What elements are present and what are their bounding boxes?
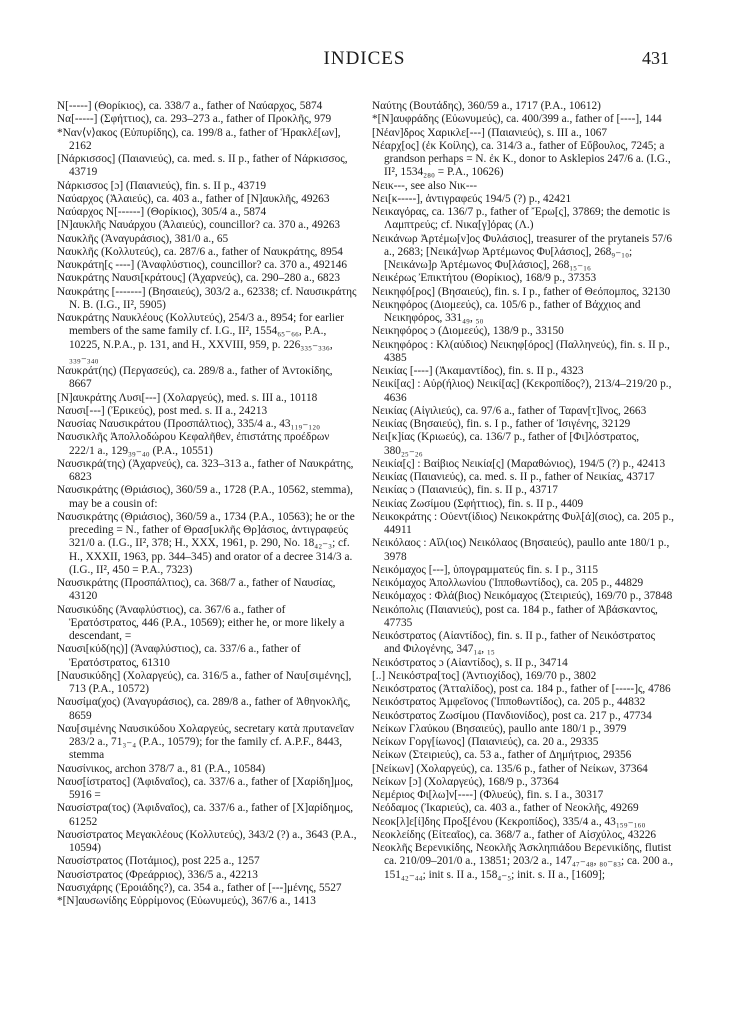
index-entry: Νεικοκράτης : Οὐεντ(ίδιος) Νεικοκράτης Φυλ[ά](σιος), ca. 205 p., 44911 [372, 510, 674, 536]
index-entry: Νεικέρως Ἐπικτήτου (Θορίκιος), 168/9 p., 37353 [372, 272, 597, 285]
index-entry: Νεικίας (Αἰγιλιεύς), ca. 97/6 a., father of Ταραν[τ]ῖνος, 2663 [372, 404, 647, 417]
index-entry: Νεικόμαχος : Φλά(βιος) Νεικόμαχος (Στειριεύς), 169/70 p., 37848 [372, 590, 673, 603]
index-entry: Νεμέριος Φι[λω]ν[----] (Φλυεύς), fin. s. I a., 30317 [372, 789, 604, 801]
index-entry: Ναυσιχάρης (Ἐροιάδης?), ca. 354 a., father of [---]μένης, 5527 [57, 881, 342, 894]
index-entry: Νείκων Γλαύκου (Βησαιεύς), paullo ante 180/1 p., 3979 [372, 722, 627, 735]
index-entry: Νεικόπολις (Παιανιεύς), post ca. 184 p., father of Ἀβάσκαντος, 47735 [372, 603, 658, 629]
index-entry: Νεικ---, see also Νικ--- [372, 179, 478, 192]
index-entry: Νεικαγόρας, ca. 136/7 p., father of Ἔρω[ς], 37869; the demotic is Λαμπτρεύς; cf. Νικα[γ]όρας (Λ.) [372, 206, 671, 232]
index-entry: *[N]αυσωνίδης Εὐρρίμονος (Εὐωνυμεύς), 367/6 a., 1413 [57, 895, 316, 907]
index-entry: [N]αυκλῆς Ναυάρχου (Ἁλαιεύς), councillor? ca. 370 a., 49263 [57, 219, 341, 232]
index-entry: Νεικηφόρος : Κλ(αύδιος) Νεικηφ[όρος] (Παλληνεύς), fin. s. II p., 4385 [372, 338, 670, 364]
index-entry: Ναυκράτης Ναυσι[κράτους] (Ἀχαρνεύς), ca. 290–280 a., 6823 [57, 272, 341, 285]
index-entry: Νέαρχ[ος] (ἐκ Κοίλης), ca. 314/3 a., father of Εὔβουλος, 7245; a grandson perhaps = N. ἐκ K., donor to Asklepios 247/6 a. (I.G., II², 1534₂₈₀ = P.A., 10626) [372, 139, 671, 179]
index-entry: Ναυσίας Ναυσικράτου (Προσπάλτιος), 335/4 a., 43₁₁₉₋₁₂₀ [57, 418, 321, 430]
index-entry: [..] Νεικόστρα[τος] (Ἀντιοχίδος), 169/70 p., 3802 [372, 669, 597, 682]
index-entry: Νεικόστρατος ɔ (Αἰαντίδος), s. II p., 34714 [372, 656, 568, 669]
index-entry: Ναυσίνικος, archon 378/7 a., 81 (P.A., 10584) [57, 762, 266, 775]
index-entry: Νάρκισσος [ɔ] (Παιανιεύς), fin. s. II p., 43719 [57, 179, 267, 192]
index-entry: Νεικίας ɔ (Παιανιεύς), fin. s. II p., 43717 [372, 484, 558, 497]
index-entry: Νεικάνωρ Ἀρτέμω[ν]ος Φυλάσιος], treasurer of the prytaneis 57/6 a., 2683; [Νεικά]νωρ Ἀρτέμωνος Φυ[λάσιος], 268₉₋₁₀; [Νεικάνω]ρ Ἀρτέμωνος Φυ[λάσιος], 268₁₅₋₁₆ [372, 232, 673, 271]
index-entry: Νεικίας Ζωσίμου (Σφήττιος), fin. s. II p., 4409 [372, 497, 584, 510]
index-entry: Νεοκ[λ]ε[ί]δης Προξ[ένου (Κεκροπίδος), 335/4 a., 43₁₅₉₋₁₆₀ [372, 815, 646, 828]
index-entry: [N]αυκράτης Λυσι[---] (Χολαργεύς), med. s. III a., 10118 [57, 391, 318, 404]
index-entry: Ναυσικλῆς Ἀπολλοδώρου Κεφαλῆθεν, ἐπιστάτης προέδρων 222/1 a., 129₃₉₋₄₀ (P.A., 10551) [57, 431, 330, 457]
index-entry: Ναυκράτη[ς ----] (Ἀναφλύστιος), councillor? ca. 370 a., 492146 [57, 259, 348, 271]
index-entry: Νείκων (Στειριεύς), ca. 53 a., father of Δημήτριος, 29356 [372, 749, 632, 762]
index-entry: Ναυσίστρα(τος) (Ἀφιδναῖος), ca. 337/6 a., father of [Χ]αρίδημος, 61252 [57, 802, 354, 828]
index-entry: Ναυσικύδης (Ἀναφλύστιος), ca. 367/6 a., father of Ἐρατόστρατος, 446 (P.A., 10569); either he, or more likely a descendant, = [57, 603, 345, 642]
index-entry: Νεικόστρατος Ἀμφεῖονος (Ἱπποθωντίδος), ca. 205 p., 44832 [372, 696, 646, 709]
index-entry: Νεικόστρατος (Αἰαντίδος), fin. s. II p., father of Νεικόστρατος and Φιλογένης, 347₁₄, ₁₅ [372, 630, 656, 656]
index-entry: Νεικία[ς] : Βαίβιος Νεικία[ς] (Μαραθώνιος), 194/5 (?) p., 42413 [372, 457, 666, 470]
index-entry: Ναυσ[ίστρατος] (Ἀφιδναῖος), ca. 337/6 a., father of [Χαρίδη]μος, 5916 = [57, 775, 354, 801]
index-entry: [Νέαν]δρος Χαρικλε[---] (Παιανιεύς), s. III a., 1067 [372, 126, 608, 139]
index-entry: Νει[κ-----], ἀντιγραφεύς 194/5 (?) p., 42421 [372, 192, 572, 205]
index-entry: Νείκων [ɔ] (Χολαργεύς), 168/9 p., 37364 [372, 775, 559, 788]
index-entry: Νεικόμαχος Ἀπολλωνίου (Ἱπποθωντίδος), ca. 205 p., 44829 [372, 577, 644, 589]
index-entry: Νεοκλείδης (Εἰτεαῖος), ca. 368/7 a., father of Αἰσχύλος, 43226 [372, 828, 657, 841]
index-entry: [Ναυσικύδης] (Χολαργεύς), ca. 316/5 a., father of Ναυ[σιμένης], 713 (P.A., 10572) [57, 669, 352, 695]
running-title: INDICES [323, 48, 406, 69]
index-entry: Νεοκλῆς Βερενικίδης, Νεοκλῆς Ἀσκληπιάδου Βερενικίδης, flutist ca. 210/09–201/0 a., 13851; 203/2 a., 147₄₇₋₄₈, ₈₀₋₈₃; ca. 200 a., 151₄₂₋₄₄; init s. II a., 158₄₋₅; init. s. II a., [1609]; [372, 842, 674, 881]
index-entry: Νεικίας [----] (Ἀκαμαντίδος), fin. s. II p., 4323 [372, 365, 584, 377]
right-column [372, 100, 674, 882]
index-entry: Νεικηφόρος (Διομεεύς), ca. 105/6 p., father of Βάχχιος and Νεικηφόρος, 331₄₉, ₅₀ [372, 298, 641, 324]
page-number: 431 [642, 48, 669, 68]
index-entry: Ναυσίστρατος (Ποτάμιος), post 225 a., 1257 [57, 855, 260, 868]
index-entry: Ναυκλῆς (Κολλυτεύς), ca. 287/6 a., father of Ναυκράτης, 8954 [57, 245, 343, 258]
index-entry: Ναυσίστρατος (Φρεάρριος), 336/5 a., 42213 [57, 868, 258, 881]
index-entry: Ναυ[σιμένης Ναυσικύδου Χολαργεύς, secretary κατὰ πρυτανεῖαν 283/2 a., 71₃₋₄ (P.A., 10579); for the family cf. A.P.F., 8443, stemma [57, 722, 354, 762]
index-entry: Ναύαρχος (Ἁλαιεύς), ca. 403 a., father of [N]αυκλῆς, 49263 [57, 192, 330, 205]
index-entry: Νείκων Γοργ[ίωνος] (Παιανιεύς), ca. 20 a., 29335 [372, 736, 599, 748]
index-entry: Νεικόλαος : Αἴλ(ιος) Νεικόλαος (Βησαιεύς), paullo ante 180/1 p., 3978 [372, 537, 670, 563]
index-entry: Νεόδαμος (Ἰκαριεύς), ca. 403 a., father of Νεοκλῆς, 49269 [372, 802, 639, 815]
index-entry: Ναυσικράτης (Προσπάλτιος), ca. 368/7 a., father of Ναυσίας, 43120 [57, 577, 336, 603]
index-entry: Ναυσι[---] (Ἐρικεύς), post med. s. II a., 24213 [57, 404, 268, 417]
index-entry: Ναύαρχος N[------] (Θορίκιος), 305/4 a., 5874 [57, 206, 267, 218]
page-header [60, 48, 669, 76]
index-entry: Νεικόστρατος Ζωσίμου (Πανδιονίδος), post ca. 217 p., 47734 [372, 709, 652, 722]
index-entry: [Νάρκισσος] (Παιανιεύς), ca. med. s. II p., father of Νάρκισσος, 43719 [57, 153, 348, 179]
index-entry: Ναύτης (Βουτάδης), 360/59 a., 1717 (P.A., 10612) [372, 100, 601, 112]
index-entry: Ναυσικράτης (Θριάσιος), 360/59 a., 1728 (P.A., 10562, stemma), may be a cousin of: [57, 484, 353, 510]
index-entry: Νεικίας (Βησαιεύς), fin. s. I p., father of Ἰσιγένης, 32129 [372, 418, 631, 430]
index-entry: Ναυκράτης [-------] (Βησαιεύς), 303/2 a., 62338; cf. Ναυσικράτης N. B. (I.G., II², 5905) [57, 285, 357, 311]
index-entry: Ναυκλῆς (Ἀναγυράσιος), 381/0 a., 65 [57, 232, 229, 245]
index-entry: Ναυκράτης Ναυκλέους (Κολλυτεύς), 254/3 a., 8954; for earlier members of the same family cf. I.G., II², 1554₆₅₋₆₆, P.A., 10225, N.P.A., p. 131, and H., XXVIII, 959, p. 226₃₃₅₋₃₃₆, ₃₃₉₋₃₄₀ [57, 312, 344, 364]
left-column [57, 100, 357, 908]
index-entry: Να[-----] (Σφήττιος), ca. 293–273 a., father of Προκλῆς, 979 [57, 113, 332, 126]
index-entry: Νεικόστρατος (Ἀτταλίδος), post ca. 184 p., father of [-----]ς, 4786 [372, 683, 671, 695]
index-entry: N[-----] (Θορίκιος), ca. 338/7 a., father of Ναύαρχος, 5874 [57, 100, 323, 112]
index-entry: *Ναν⟨ν⟩ακος (Εὐπυρίδης), ca. 199/8 a., father of Ἡρακλέ[ων], 2162 [57, 126, 341, 152]
index-entry: Ναυσικράτης (Θριάσιος), 360/59 a., 1734 (P.A., 10563); he or the preceding = N., father of Θρασ[υκλῆς Θρ]άσιος, ἀντιγραφεύς 321/0 a. (I.G., II², 378; H., XXX, 1961, p. 290, No. 18₄₂₋₃; cf. H., XXXII, 1963, pp. 344–345) and orator of a decree 314/3 a. (I.G., II², 450 = P.A., 7323) [57, 510, 355, 576]
index-entry: Νεικόμαχος [---], ὑπογραμματεύς fin. s. I p., 3115 [372, 563, 599, 576]
index-entry: Νεικηφόρος ɔ (Διομεεύς), 138/9 p., 33150 [372, 325, 564, 338]
index-entry: Ναυσικρά(της) (Ἀχαρνεύς), ca. 323–313 a., father of Ναυκράτης, 6823 [57, 457, 354, 483]
index-entry: Νεικίας (Παιανιεύς), ca. med. s. II p., father of Νεικίας, 43717 [372, 471, 655, 483]
index-entry: Ναυσίστρατος Μεγακλέους (Κολλυτεύς), 343/2 (?) a., 3643 (P.A., 10594) [57, 828, 357, 854]
index-entry: Ναυσίμα(χος) (Ἀναγυράσιος), ca. 289/8 a., father of Ἀθηνοκλῆς, 8659 [57, 696, 351, 722]
index-entry: [Νείκων] (Χολαργεύς), ca. 135/6 p., father of Νείκων, 37364 [372, 762, 648, 775]
index-entry: Νεικηφό[ρος] (Βησαιεύς), fin. s. I p., father of Θεόπομπος, 32130 [372, 285, 671, 298]
index-entry: Ναυσι[κύδ(ης)] (Ἀναφλύστιος), ca. 337/6 a., father of Ἐρατόστρατος, 61310 [57, 643, 301, 669]
index-entry: *[N]αυφράδης (Εὐωνυμεύς), ca. 400/399 a., father of [----], 144 [372, 113, 662, 126]
index-entry: Ναυκράτ(ης) (Περγασεύς), ca. 289/8 a., father of Ἀντοκίδης, 8667 [57, 365, 333, 391]
index-entry: Νει[κ]ίας (Κριωεύς), ca. 136/7 p., father of [Φι]λόστρατος, 380₂₅₋₂₆ [372, 431, 640, 457]
index-entry: Νεικί[ας] : Αὐρ(ήλιος) Νεικί[ας] (Κεκροπίδος?), 213/4–219/20 p., 4636 [372, 378, 672, 404]
